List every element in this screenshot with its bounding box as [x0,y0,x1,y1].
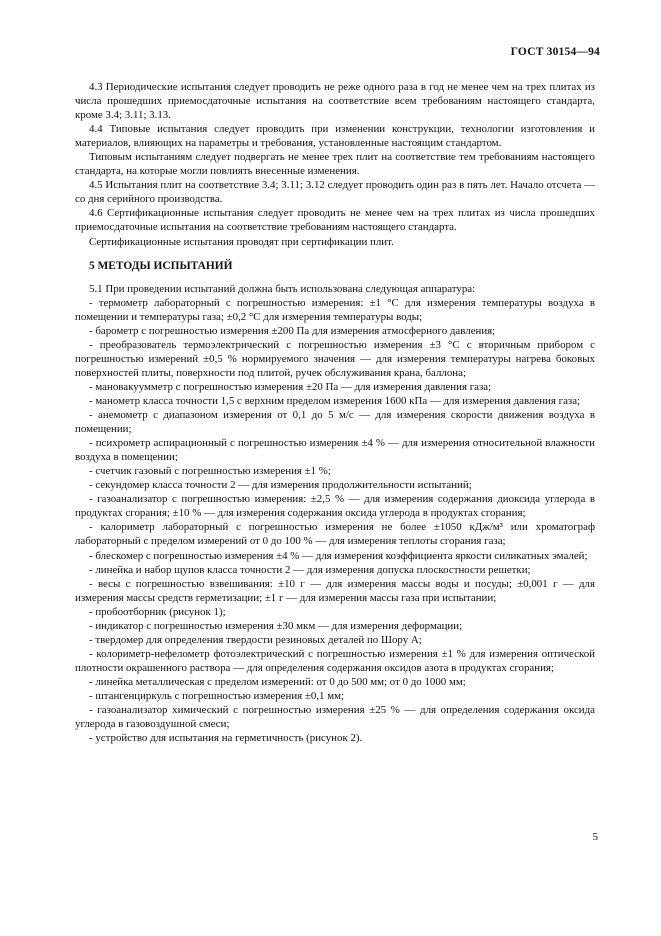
list-item: - калориметр лабораторный с погрешностью измерения не более ±1050 кДж/м³ или хроматограф лабораторный с пределом измерений от 0 до 100 % — для измерения теплоты сгорания газа; [75,521,595,548]
list-item: - секундомер класса точности 2 — для измерения продолжительности испытаний; [89,479,472,492]
list-item: - колориметр-нефелометр фотоэлектрический с погрешностью измерения ±1 % для измерения оптической плотности окрашенного раствора — для определения содержания оксидов азота в продуктах сгорания; [75,647,595,674]
list-item: - весы с погрешностью взвешивания: ±10 г — для измерения массы воды и посуды; ±0,001 г — для измерения массы средств герметизации; ±1 г — для измерения массы газа при испытании; [75,577,595,604]
paragraph-4-4-cont: Типовым испытаниям следует подвергать не менее трех плит на соответствие тем требованиям настоящего стандарта, на которые могли повлиять внесенные изменения. [75,151,595,178]
list-item: - мановакуумметр с погрешностью измерения ±20 Па — для измерения давления газа; [89,380,492,393]
list-item: - барометр с погрешностью измерения ±200 Па для измерения атмосферного давления; [89,324,496,337]
document-body [75,80,595,745]
list-item: - линейка и набор щупов класса точности 2 — для измерения допуска плоскостности решетки; [89,563,531,576]
list-item: - блескомер с погрешностью измерения ±4 % — для измерения коэффициента яркости силикатных эмалей; [89,549,588,562]
paragraph-4-4: 4.4 Типовые испытания следует проводить при изменении конструкции, технологии изготовления и материалов, влияющих на параметры и требования, установленные настоящим стандартом. [75,123,595,150]
list-item: - счетчик газовый с погрешностью измерения ±1 %; [89,465,331,478]
list-item: - манометр класса точности 1,5 с верхним пределом измерения 1600 кПа — для измерения давления газа; [89,394,581,407]
paragraph-4-6-cont: Сертификационные испытания проводят при сертификации плит. [89,235,394,248]
list-item: - преобразователь термоэлектрический с погрешностью измерения ±3 °С с вторичным прибором с погрешностью измерений ±0,5 % нормируемого значения — для измерения температуры нагрева боковых поверхностей плиты, поверхности под плитой, ручек обслуживания крана, баллона; [75,338,595,379]
section-heading: 5 МЕТОДЫ ИСПЫТАНИЙ [89,259,233,272]
list-item: - пробоотборник (рисунок 1); [89,605,226,618]
paragraph-4-6: 4.6 Сертификационные испытания следует проводить не менее чем на трех плитах из числа прошедших приемосдаточные испытания на соответствие требованиям настоящего стандарта. [75,207,595,234]
equipment-list [75,296,595,746]
list-item: - линейка металлическая с пределом измерений: от 0 до 500 мм; от 0 до 1000 мм; [89,675,466,688]
paragraph-4-5: 4.5 Испытания плит на соответствие 3.4; 3.11; 3.12 следует проводить один раз в пять лет. Начало отсчета — со дня серийного производства. [75,179,595,206]
list-item: - термометр лабораторный с погрешностью измерения: ±1 °С для измерения температуры воздуха в помещении и температуры газа; ±0,2 °С для измерения температуры воды; [75,296,595,323]
document-header: ГОСТ 30154—94 [510,46,600,58]
paragraph-5-1: 5.1 При проведении испытаний должна быть использована следующая аппаратура: [89,282,476,295]
list-item: - штангенциркуль с погрешностью измерения ±0,1 мм; [89,689,345,702]
list-item: - газоанализатор химический с погрешностью измерения ±25 % — для определения содержания оксида углерода в газовоздушной смеси; [75,704,595,731]
list-item: - индикатор с погрешностью измерения ±30 мкм — для измерения деформации; [89,619,463,632]
list-item: - устройство для испытания на герметичность (рисунок 2). [89,732,363,745]
page-number: 5 [592,831,598,843]
list-item: - психрометр аспирационный с погрешностью измерения ±4 % — для измерения относительной влажности воздуха в помещении; [75,437,595,464]
paragraph-4-3: 4.3 Периодические испытания следует проводить не реже одного раза в год не менее чем на трех плитах из числа прошедших приемосдаточные испытания на соответствие всем требованиям настоящего стандарта, кроме 3.4; 3.11; 3.13. [75,81,595,122]
list-item: - газоанализатор с погрешностью измерения: ±2,5 % — для измерения содержания диоксида углерода в продуктах сгорания; ±10 % — для измерения содержания оксида углерода в продуктах сгорания; [75,493,595,520]
list-item: - твердомер для определения твердости резиновых деталей по Шору А; [89,633,422,646]
list-item: - анемометр с диапазоном измерения от 0,1 до 5 м/с — для измерения скорости движения воздуха в помещении; [75,409,595,436]
